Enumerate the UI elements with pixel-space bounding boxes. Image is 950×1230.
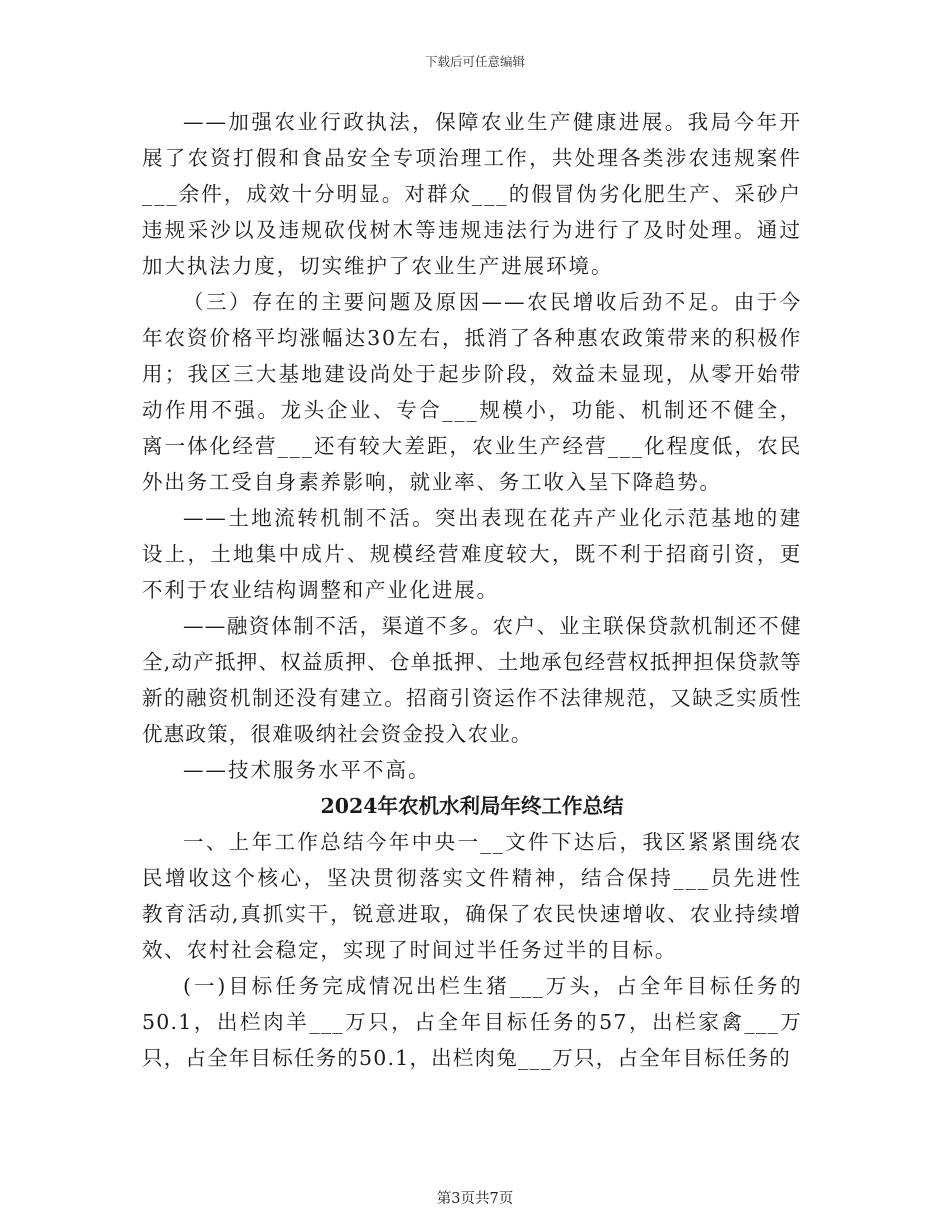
paragraph-land-transfer: ——土地流转机制不活。突出表现在花卉产业化示范基地的建设上，土地集中成片、规模经营难度较大，既不利于招商引资，更不利于农业结构调整和产业化进展。 [142, 506, 802, 602]
page-header: 下载后可任意编辑 [424, 54, 525, 69]
paragraph-main-problems: （三）存在的主要问题及原因——农民增收后劲不足。由于今年农资价格平均涨幅达30左右，抵消了各种惠农政策带来的积极作用；我区三大基地建设尚处于起步阶段，效益未显现，从零开始带动作用不强。龙头企业、专合___规模小，功能、机制还不健全，离一体化经营___还有较大差距，农业生产经营___化程度低，农民外出务工受自身素养影响，就业率、务工收入呈下降趋势。 [142, 290, 802, 494]
paragraph-targets: (一)目标任务完成情况出栏生猪___万头，占全年目标任务的50.1，出栏肉羊___万只，占全年目标任务的57，出栏家禽___万只，占全年目标任务的50.1，出栏肉兔___万只，占全年目标任务的 [142, 974, 802, 1070]
section-title: 2024年农机水利局年终工作总结 [320, 794, 624, 818]
page-footer: 第3页共7页 [436, 1191, 514, 1207]
paragraph-summary-intro: 一、上年工作总结今年中央一__文件下达后，我区紧紧围绕农民增收这个核心，坚决贯彻落实文件精神，结合保持___员先进性教育活动,真抓实干，锐意进取，确保了农民快速增收、农业持续增效、农村社会稳定，实现了时间过半任务过半的目标。 [142, 830, 802, 962]
paragraph-law-enforcement: ——加强农业行政执法，保障农业生产健康进展。我局今年开展了农资打假和食品安全专项治理工作，共处理各类涉农违规案件___余件，成效十分明显。对群众___的假冒伪劣化肥生产、采砂户违规采沙以及违规砍伐树木等违规违法行为进行了及时处理。通过加大执法力度，切实维护了农业生产进展环境。 [142, 110, 802, 278]
paragraph-financing: ——融资体制不活，渠道不多。农户、业主联保贷款机制还不健全,动产抵押、权益质押、仓单抵押、土地承包经营权抵押担保贷款等新的融资机制还没有建立。招商引资运作不法律规范，又缺乏实质性优惠政策，很难吸纳社会资金投入农业。 [142, 614, 802, 746]
paragraph-tech-service: ——技术服务水平不高。 [183, 758, 431, 782]
document-body [142, 104, 802, 1076]
